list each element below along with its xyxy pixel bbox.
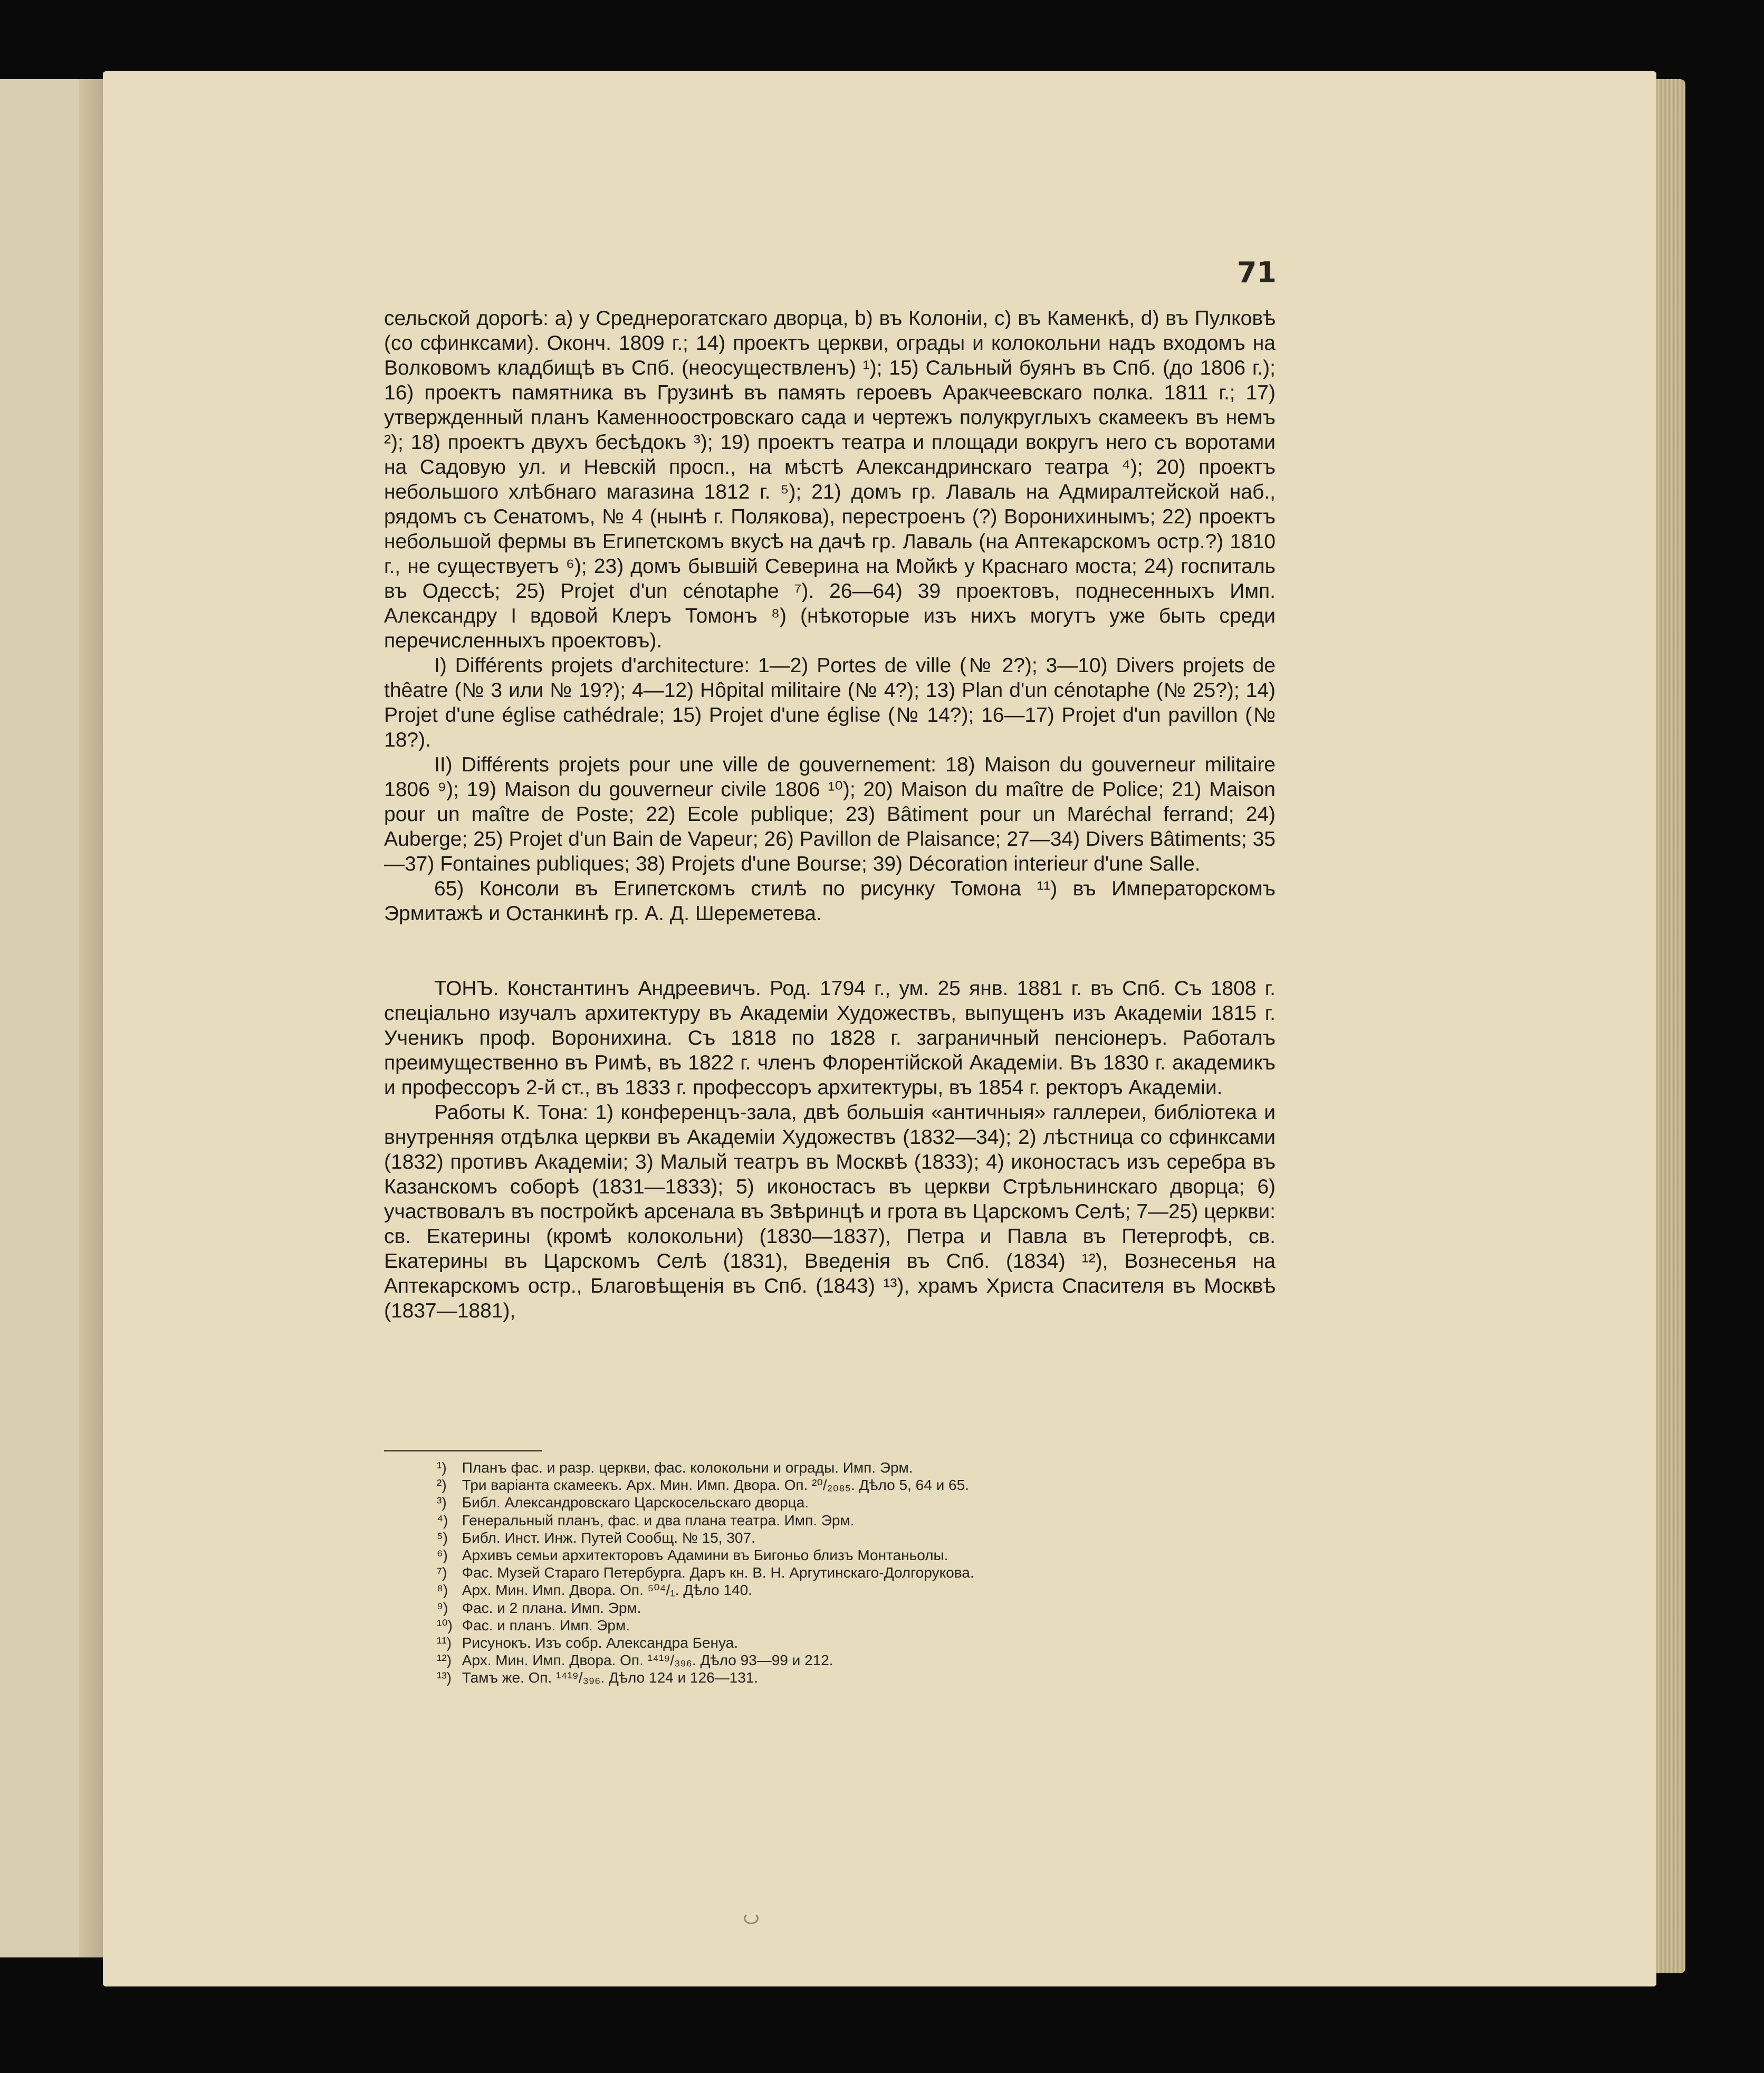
pencil-mark [744, 1913, 759, 1924]
footnote: ¹) Планъ фас. и разр. церкви, фас. колокольни и ограды. Имп. Эрм. [437, 1459, 913, 1476]
paragraph-consoles: 65) Консоли въ Египетскомъ стилѣ по рисунку Томона ¹¹) въ Императорскомъ Эрмитажѣ и Останкинѣ гр. А. Д. Шереметева. [384, 877, 1276, 925]
paragraph-projets-gouvernement: II) Différents projets pour une ville de gouvernement: 18) Maison du gouverneur militaire 1806 ⁹); 19) Maison du gouverneur civile 1806 ¹⁰); 20) Maison du maître de Police; 21) Maison pour un maître de Poste; 22) Ecole publique; 23) Bâtiment pour un Maréchal ferrand; 24) Auberge; 25) Projet d'un Bain de Vapeur; 26) Pavillon de Plaisance; 27—34) Divers Bâtiments; 35—37) Fontaines publiques; 38) Projets d'une Bourse; 39) Décoration interieur d'une Salle. [384, 753, 1276, 875]
footnote: ¹¹) Рисунокъ. Изъ собр. Александра Бенуа. [437, 1635, 739, 1651]
section-gap [384, 926, 1276, 976]
footnote: ³) Библ. Александровскаго Царскосельскаго дворца. [437, 1494, 809, 1511]
footnote: ⁹) Фас. и 2 плана. Имп. Эрм. [437, 1599, 641, 1616]
page-number: 71 [1236, 256, 1277, 289]
paragraph-ton-biography: ТОНЪ. Константинъ Андреевичъ. Род. 1794 г., ум. 25 янв. 1881 г. въ Спб. Съ 1808 г. спеціально изучалъ архитектуру въ Академіи Художествъ, выпущенъ изъ Академіи 1815 г. Ученикъ проф. Воронихина. Съ 1818 по 1828 г. заграничный пенсіонеръ. Работалъ преимущественно въ Римѣ, въ 1822 г. членъ Флорентійской Академіи. Въ 1830 г. академикъ и профессоръ 2-й ст., въ 1833 г. профессоръ архитектуры, въ 1854 г. ректоръ Академіи. [384, 977, 1276, 1099]
paragraph-works-list: сельской дорогѣ: a) у Среднерогатскаго дворца, b) въ Колоніи, c) въ Каменкѣ, d) въ Пулковѣ (со сфинксами). Оконч. 1809 г.; 14) проектъ церкви, ограды и колокольни надъ входомъ на Волковомъ кладбищѣ въ Спб. (неосуществленъ) ¹); 15) Сальный буянъ въ Спб. (до 1806 г.); 16) проектъ памятника въ Грузинѣ въ память героевъ Аракчеевскаго полка. 1811 г.; 17) утвержденный планъ Каменноостровскаго сада и чертежъ полукруглыхъ скамеекъ въ немъ ²); 18) проектъ двухъ бесѣдокъ ³); 19) проектъ театра и площади вокругъ него съ воротами на Садовую ул. и Невскій просп., на мѣстѣ Александринскаго театра ⁴); 20) проектъ небольшого хлѣбнаго магазина 1812 г. ⁵); 21) домъ гр. Лаваль на Адмиралтейской наб., рядомъ съ Сенатомъ, № 4 (нынѣ г. Полякова), перестроенъ (?) Воронихинымъ; 22) проектъ небольшой фермы въ Египетскомъ вкусѣ на дачѣ гр. Лаваль (на Аптекарскомъ остр.?) 1810 г., не существуетъ ⁶); 23) домъ бывшій Северина на Мойкѣ у Краснаго моста; 24) госпиталь въ Одессѣ; 25) Projet d'un cénotaphe ⁷). 26—64) 39 проектовъ, поднесенныхъ Имп. Александру I вдовой Клеръ Томонъ ⁸) (нѣкоторые изъ нихъ могутъ уже быть среди перечисленныхъ проектовъ). [384, 307, 1276, 652]
footnote: ¹²) Арх. Мин. Имп. Двора. Оп. ¹⁴¹⁹/₃₉₆. Дѣло 93—99 и 212. [437, 1652, 833, 1669]
footnote: ⁶) Архивъ семьи архитекторовъ Адамини въ Бигоньо близъ Монтаньолы. [437, 1547, 948, 1564]
footnote: ⁴) Генеральный планъ, фас. и два плана театра. Имп. Эрм. [437, 1512, 855, 1529]
footnote: ²) Три варіанта скамеекъ. Арх. Мин. Имп. Двора. Оп. ²⁰/₂₀₈₅. Дѣло 5, 64 и 65. [437, 1477, 969, 1494]
paragraph-ton-works: Работы К. Тона: 1) конференцъ-зала, двѣ большія «античныя» галлереи, библіотека и внутренняя отдѣлка церкви въ Академіи Художествъ (1832—34); 2) лѣстница со сфинксами (1832) противъ Академіи; 3) Малый театръ въ Москвѣ (1833); 4) иконостасъ изъ серебра въ Казанскомъ соборѣ (1831—1833); 5) иконостасъ въ церкви Стрѣльнинскаго дворца; 6) участвовалъ въ постройкѣ арсенала въ Звѣринцѣ и грота въ Царскомъ Селѣ; 7—25) церкви: св. Екатерины (кромѣ колокольни) (1830—1837), Петра и Павла въ Петергофѣ, св. Екатерины въ Царскомъ Селѣ (1831), Введенія въ Спб. (1834) ¹²), Вознесенья на Аптекарскомъ остр., Благовѣщенія въ Спб. (1843) ¹³), храмъ Христа Спасителя въ Москвѣ (1837—1881), [384, 1101, 1276, 1322]
paragraph-projets-architecture: I) Différents projets d'architecture: 1—2) Portes de ville (№ 2?); 3—10) Divers projets de thêatre (№ 3 или № 19?); 4—12) Hôpital militaire (№ 4?); 13) Plan d'un cénotaphe (№ 25?); 14) Projet d'une église cathédrale; 15) Projet d'une église (№ 14?); 16—17) Projet d'un pavillon (№ 18?). [384, 654, 1276, 751]
footnote: ¹⁰) Фас. и планъ. Имп. Эрм. [437, 1617, 630, 1633]
footnote: ⁵) Библ. Инст. Инж. Путей Сообщ. № 15, 307. [437, 1529, 755, 1546]
footnotes [437, 1459, 1260, 1687]
footnote: ⁷) Фас. Музей Стараго Петербурга. Даръ кн. В. Н. Аргутинскаго-Долгорукова. [437, 1564, 974, 1581]
footnote-divider [384, 1450, 542, 1451]
footnote: ¹³) Тамъ же. Оп. ¹⁴¹⁹/₃₉₆. Дѣло 124 и 126—131. [437, 1669, 759, 1686]
main-text [384, 306, 1276, 1323]
footnote: ⁸) Арх. Мин. Имп. Двора. Оп. ⁵⁰⁴/₁. Дѣло 140. [437, 1582, 752, 1599]
